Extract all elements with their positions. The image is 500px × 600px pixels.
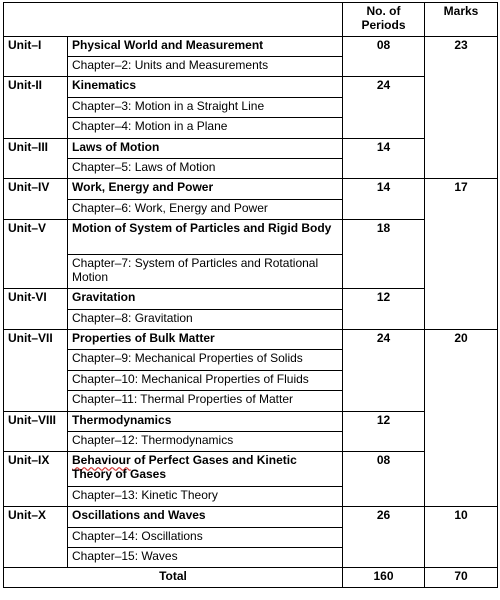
unit-label: Unit–IX [4,452,68,507]
unit-title: Properties of Bulk Matter [68,330,343,350]
unit-label: Unit–III [4,138,68,179]
unit-title: Motion of System of Particles and Rigid Body [68,220,343,255]
table-row [4,507,498,527]
chapter-cell: Chapter–9: Mechanical Properties of Solids [68,350,343,370]
header-row [4,3,498,37]
total-periods: 160 [343,568,425,588]
unit-title: Kinematics [68,77,343,97]
chapter-cell: Chapter–10: Mechanical Properties of Fluids [68,370,343,390]
table-row [4,36,498,56]
chapter-cell: Chapter–14: Oscillations [68,527,343,547]
periods-value: 12 [343,289,425,330]
periods-value: 24 [343,77,425,138]
unit-title: Laws of Motion [68,138,343,158]
unit-title: Physical World and Measurement [68,36,343,56]
unit-title: Work, Energy and Power [68,179,343,199]
unit-label: Unit–VII [4,330,68,412]
table-row [4,138,498,158]
unit-label: Unit–I [4,36,68,77]
chapter-cell: Chapter–12: Thermodynamics [68,431,343,451]
table-row [4,330,498,350]
marks-value: 20 [425,330,498,507]
periods-value: 24 [343,330,425,412]
unit-title-rest: of Perfect Gases and Kinetic Theory of Gases [72,453,297,482]
periods-header: No. of Periods [343,3,425,37]
total-row [4,568,498,588]
periods-value: 26 [343,507,425,568]
table-row [4,179,498,199]
unit-label: Unit–X [4,507,68,568]
unit-label: Unit–IV [4,179,68,220]
chapter-cell: Chapter–7: System of Particles and Rotational Motion [68,254,343,289]
table-row [4,452,498,487]
unit-title: Gravitation [68,289,343,309]
unit-label: Unit-II [4,77,68,138]
chapter-cell: Chapter–2: Units and Measurements [68,57,343,77]
chapter-cell: Chapter–3: Motion in a Straight Line [68,97,343,117]
syllabus-table [3,2,498,588]
periods-value: 14 [343,138,425,179]
chapter-cell: Chapter–5: Laws of Motion [68,158,343,178]
table-row [4,220,498,255]
table-row [4,77,498,97]
periods-value: 18 [343,220,425,289]
chapter-cell: Chapter–13: Kinetic Theory [68,486,343,506]
total-marks: 70 [425,568,498,588]
periods-value: 08 [343,452,425,507]
unit-title: Oscillations and Waves [68,507,343,527]
table-row [4,411,498,431]
chapter-cell: Chapter–4: Motion in a Plane [68,118,343,138]
marks-value: 23 [425,36,498,179]
chapter-cell: Chapter–15: Waves [68,548,343,568]
periods-value: 08 [343,36,425,77]
unit-title-spellcheck-word: Behaviour [72,453,131,468]
chapter-cell: Chapter–6: Work, Energy and Power [68,199,343,219]
total-label: Total [4,568,343,588]
unit-label: Unit–VIII [4,411,68,452]
header-blank-cell [4,3,343,37]
chapter-cell: Chapter–11: Thermal Properties of Matter [68,391,343,411]
chapter-cell: Chapter–8: Gravitation [68,309,343,329]
marks-value: 10 [425,507,498,568]
unit-title [68,452,343,487]
marks-value: 17 [425,179,498,330]
periods-value: 14 [343,179,425,220]
unit-title: Thermodynamics [68,411,343,431]
unit-label: Unit-VI [4,289,68,330]
periods-value: 12 [343,411,425,452]
unit-label: Unit–V [4,220,68,289]
marks-header: Marks [425,3,498,37]
table-row [4,289,498,309]
